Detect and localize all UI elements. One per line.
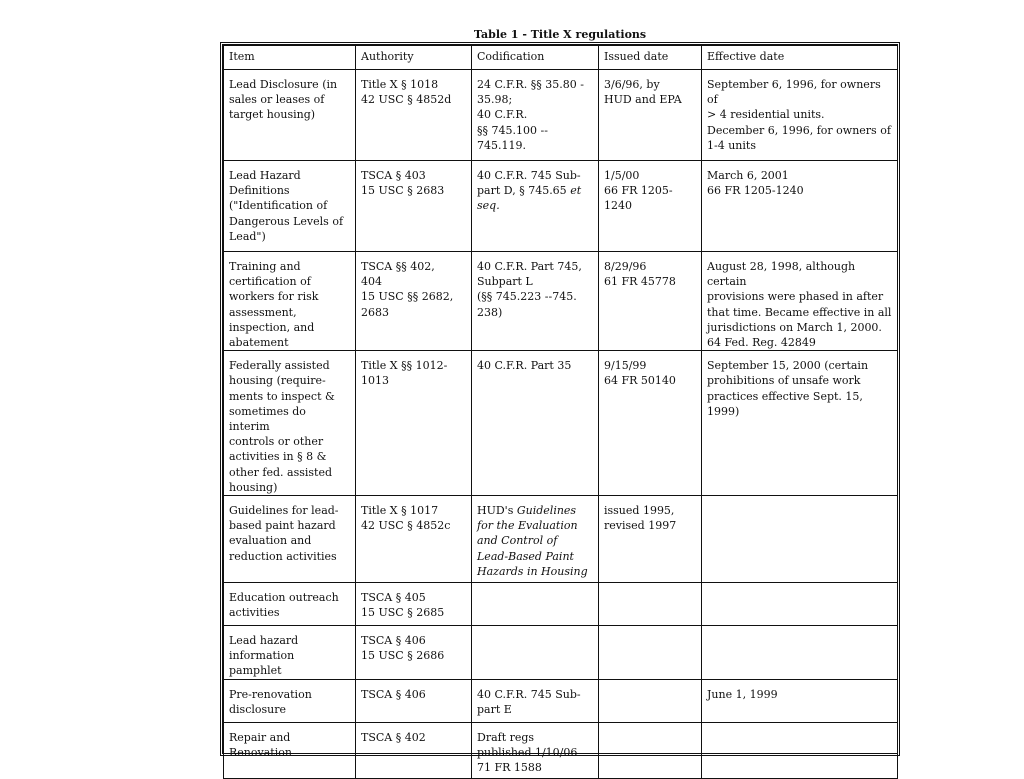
cell-authority: Title X §§ 1012- 1013 [356, 351, 472, 496]
cell-codification [472, 161, 599, 252]
cell-codification [472, 496, 599, 583]
cell-codification: 24 C.F.R. §§ 35.80 - 35.98; 40 C.F.R. §§ 745.100 -- 745.119. [472, 70, 599, 161]
cell-authority: TSCA § 403 15 USC § 2683 [356, 161, 472, 252]
cell-codification: 40 C.F.R. Part 35 [472, 351, 599, 496]
codification-italic-text: Guidelines for the Evaluation and Control of Lead-Based Paint Hazards in Housing [477, 504, 588, 578]
cell-codification [472, 626, 599, 680]
cell-effective-date: September 6, 1996, for owners of > 4 residential units. December 6, 1996, for owners of 1-4 units [702, 70, 898, 161]
regulations-table [223, 45, 898, 779]
regulations-table-frame [220, 42, 900, 775]
cell-effective-date: August 28, 1998, although certain provisions were phased in after that time. Became effective in all jurisdictions on March 1, 2000. 64 Fed. Reg. 42849 [702, 252, 898, 351]
cell-issued-date: 9/15/99 64 FR 50140 [599, 351, 702, 496]
cell-item: Guidelines for lead- based paint hazard evaluation and reduction activities [224, 496, 356, 583]
table-row [224, 496, 898, 583]
cell-codification: 40 C.F.R. 745 Sub- part E [472, 679, 599, 722]
cell-item: Education outreach activities [224, 583, 356, 626]
cell-codification: Draft regs published 1/10/06 71 FR 1588 [472, 722, 599, 778]
table-row [224, 161, 898, 252]
cell-issued-date [599, 626, 702, 680]
cell-codification [472, 583, 599, 626]
cell-authority: TSCA § 406 [356, 679, 472, 722]
cell-effective-date [702, 496, 898, 583]
cell-authority: Title X § 1018 42 USC § 4852d [356, 70, 472, 161]
cell-effective-date [702, 722, 898, 778]
cell-item: Lead hazard information pamphlet [224, 626, 356, 680]
column-header-effective-date: Effective date [702, 46, 898, 70]
column-header-item: Item [224, 46, 356, 70]
column-header-authority: Authority [356, 46, 472, 70]
table-row [224, 722, 898, 778]
cell-authority: Title X § 1017 42 USC § 4852c [356, 496, 472, 583]
table-row [224, 70, 898, 161]
cell-issued-date [599, 583, 702, 626]
cell-issued-date [599, 722, 702, 778]
table-row [224, 679, 898, 722]
cell-item: Lead Disclosure (in sales or leases of target housing) [224, 70, 356, 161]
codification-italic-text: seq. [477, 199, 500, 213]
cell-effective-date [702, 583, 898, 626]
cell-authority: TSCA § 405 15 USC § 2685 [356, 583, 472, 626]
table-caption: Table 1 - Title X regulations [473, 28, 647, 41]
cell-effective-date: March 6, 2001 66 FR 1205-1240 [702, 161, 898, 252]
column-header-codification: Codification [472, 46, 599, 70]
cell-authority: TSCA § 406 15 USC § 2686 [356, 626, 472, 680]
table-row [224, 351, 898, 496]
table-header-row [224, 46, 898, 70]
cell-authority: TSCA §§ 402, 404 15 USC §§ 2682, 2683 [356, 252, 472, 351]
cell-issued-date: 8/29/96 61 FR 45778 [599, 252, 702, 351]
cell-item: Federally assisted housing (require- ments to inspect & sometimes do interim controls or other activities in § 8 & other fed. assisted housing) [224, 351, 356, 496]
cell-item: Repair and Renovation [224, 722, 356, 778]
cell-codification: 40 C.F.R. Part 745, Subpart L (§§ 745.223 --745. 238) [472, 252, 599, 351]
cell-issued-date: 3/6/96, by HUD and EPA [599, 70, 702, 161]
codification-text: 40 C.F.R. 745 Sub- part D, § 745.65 [477, 169, 581, 198]
table-row [224, 626, 898, 680]
cell-issued-date: 1/5/00 66 FR 1205- 1240 [599, 161, 702, 252]
cell-issued-date [599, 679, 702, 722]
cell-item: Pre-renovation disclosure [224, 679, 356, 722]
cell-item: Lead Hazard Definitions ("Identification of Dangerous Levels of Lead") [224, 161, 356, 252]
cell-issued-date: issued 1995, revised 1997 [599, 496, 702, 583]
cell-effective-date: June 1, 1999 [702, 679, 898, 722]
cell-item: Training and certification of workers for risk assessment, inspection, and abatement [224, 252, 356, 351]
cell-authority: TSCA § 402 [356, 722, 472, 778]
codification-text: HUD's [477, 504, 517, 518]
cell-effective-date [702, 626, 898, 680]
table-row [224, 252, 898, 351]
table-row [224, 583, 898, 626]
column-header-issued-date: Issued date [599, 46, 702, 70]
cell-effective-date: September 15, 2000 (certain prohibitions of unsafe work practices effective Sept. 15, 1999) [702, 351, 898, 496]
codification-italic-text: et [570, 184, 582, 198]
